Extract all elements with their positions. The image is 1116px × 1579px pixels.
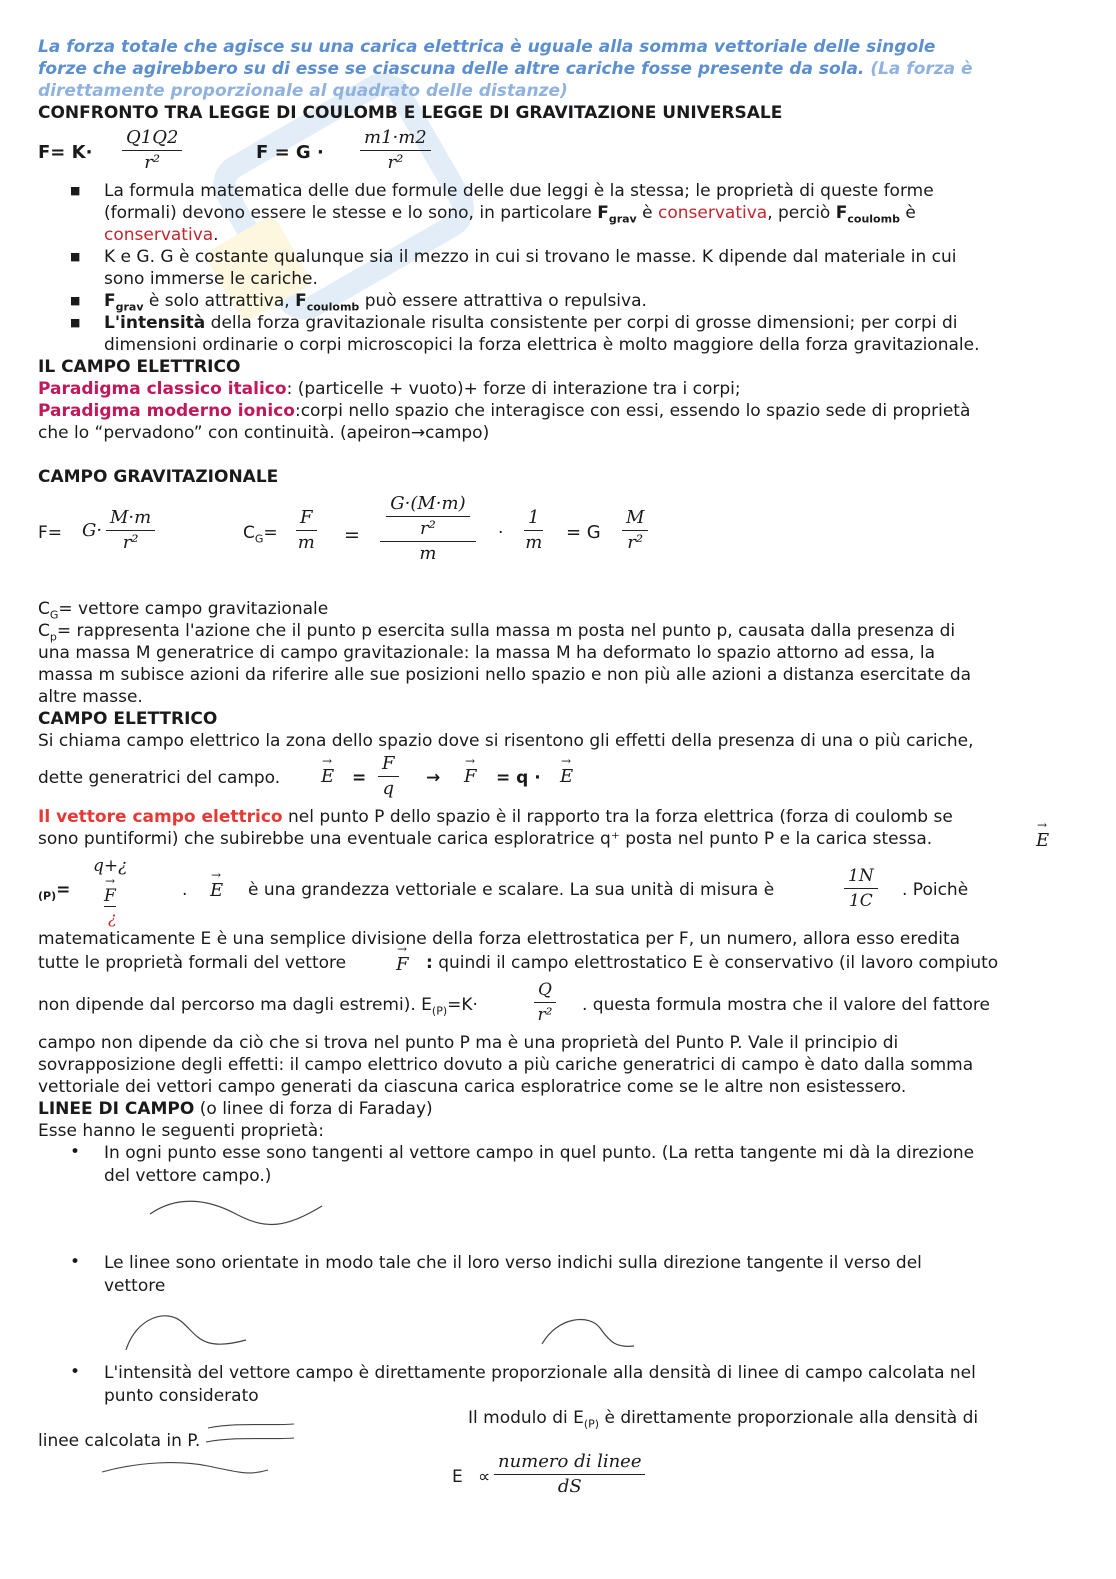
fcoul-letter: F <box>835 203 848 223</box>
sketch-curve-2 <box>122 1304 252 1356</box>
paradigma-line3: che lo “pervadono” con continuità. (apeiron→campo) <box>38 423 490 443</box>
s1-b3-end: può essere attrattiva o repulsiva. <box>359 291 647 311</box>
cg-frac3-num: G·(M·m) <box>386 492 469 517</box>
sketch-curve-1 <box>146 1192 326 1232</box>
ce-v5-rest <box>426 952 998 974</box>
bullet-dot-icon: • <box>70 1362 81 1382</box>
fgrav-symbol <box>597 203 637 226</box>
intensita-bold: L'intensità <box>104 313 206 333</box>
ce-v6 <box>38 994 478 1022</box>
bullet-icon: ■ <box>70 294 81 307</box>
section-title-campo-elettrico-2: CAMPO ELETTRICO <box>38 709 218 729</box>
cg-label <box>243 522 278 550</box>
s1-b3-mid: è solo attrattiva, <box>143 291 296 311</box>
vec-e-2: → E <box>560 766 573 787</box>
ce-v6sub: (P) <box>431 1004 448 1018</box>
bullet-dot-icon: • <box>70 1142 81 1162</box>
paradigma-classico <box>38 378 741 400</box>
prop-den: dS <box>557 1476 582 1497</box>
paradigma-classico-label: Paradigma classico italico <box>38 379 287 399</box>
linee-title-bold: LINEE DI CAMPO <box>38 1099 195 1119</box>
cg-frac3-mid: r² <box>380 517 476 542</box>
ce-frac-num: F <box>378 752 399 777</box>
ep-sub: (P) <box>38 889 57 903</box>
cp-def-3: massa m subisce azioni da riferire alle sue posizioni nello spazio e non più alle azioni a distanza esercitate da <box>38 665 972 685</box>
ce-v6c: . questa formula mostra che il valore del fattore <box>582 995 990 1015</box>
cg-frac4-den: m <box>525 532 543 553</box>
cg-letter: C <box>243 523 255 543</box>
fcoul-sub: coulomb <box>847 212 900 226</box>
paradigma-moderno-label: Paradigma moderno ionico <box>38 401 295 421</box>
cg-frac2-den: m <box>297 532 315 553</box>
modulo-sub: (P) <box>583 1417 600 1431</box>
cg-frac-3 <box>380 492 476 566</box>
cg-frac-2 <box>296 506 317 555</box>
fgrav-letter: F <box>597 203 609 223</box>
cg-g-dot: G· <box>82 520 103 541</box>
section-title-confronto: CONFRONTO TRA LEGGE DI COULOMB E LEGGE DI GRAVITAZIONE UNIVERSALE <box>38 103 783 123</box>
vec-e-4: → E <box>210 880 223 901</box>
ce-line-2 <box>38 767 280 789</box>
conservativa-1: conservativa <box>658 203 768 223</box>
s1-e: è <box>636 203 659 223</box>
ce-v4: matematicamente E è una semplice divisione della forza elettrostatica per F, un numero, allora esso eredita <box>38 929 961 949</box>
s1-bullet4-line2: dimensioni ordinarie o corpi microscopici la forza elettrica è molto maggiore della forza gravitazionale. <box>104 335 980 355</box>
linee-b2-line1: Le linee sono orientate in modo tale che il loro verso indichi sulla direzione tangente il verso del <box>104 1253 922 1273</box>
ce-v5a: tutte le proprietà formali del vettore <box>38 953 347 973</box>
linee-b1-line1: In ogni punto esse sono tangenti al vettore campo in quel punto. (La retta tangente mi dà la direzione <box>104 1143 975 1163</box>
coulomb-fraction <box>122 126 182 175</box>
vec-f-1: → F <box>464 766 477 787</box>
ce-v8: sovrapposizione degli effetti: il campo elettrico dovuto a più cariche generatrici di campo è dato dalla somma <box>38 1055 974 1075</box>
cg-frac1-den: r² <box>122 532 139 553</box>
cg-d1-pre: C <box>38 599 50 619</box>
ce-arrow: → <box>426 768 441 788</box>
ce-v6b: =K· <box>447 995 478 1015</box>
intro-line-1: La forza totale che agisce su una carica elettrica è uguale alla somma vettoriale delle singole <box>38 37 936 57</box>
cg-eq-g: = G <box>566 522 601 543</box>
sketch-curve-3 <box>538 1304 638 1354</box>
ce-frac-den: q <box>382 778 395 799</box>
cp-def-2: una massa M generatrice di campo gravitazionale: la massa M ha deformato lo spazio attorno ad essa, la <box>38 643 935 663</box>
bullet-dot-icon: • <box>70 1252 81 1272</box>
vec-e-1: → E <box>321 766 334 787</box>
ce-poiche: . Poichè <box>902 880 969 900</box>
cg-frac-4 <box>524 506 543 555</box>
unit-den: 1C <box>848 891 873 911</box>
ep-eq: = <box>56 880 71 900</box>
section-title-linee <box>38 1098 433 1120</box>
s1-bullet1-line1: La formula matematica delle due formule delle due leggi è la stessa; le proprietà di queste forme <box>104 181 934 201</box>
gravity-fraction <box>360 126 431 175</box>
s1-bullet1-line2 <box>104 202 916 230</box>
ce-v7: campo non dipende da ciò che si trova nel punto P ma è una proprietà del Punto P. Vale il principio di <box>38 1033 899 1053</box>
k-frac <box>534 978 556 1027</box>
cg-sub: G <box>254 532 264 546</box>
ce-v3: è una grandezza vettoriale e scalare. La sua unità di misura è <box>248 880 775 900</box>
vec-e-3: → E <box>1036 830 1049 851</box>
s1-percio: , perciò <box>767 203 836 223</box>
ce-vettore-line2: sono puntiformi) che subirebbe una eventuale carica esploratrice q⁺ posta nel punto P e la carica stessa. <box>38 829 933 849</box>
cg-d1-text: = vettore campo gravitazionale <box>58 599 329 619</box>
ce-l2-text: dette generatrici del campo. <box>38 768 281 788</box>
unit-num: 1N <box>844 864 878 889</box>
bullet-icon: ■ <box>70 250 81 263</box>
k-den: r² <box>537 1005 553 1025</box>
s1-period: . <box>213 225 219 245</box>
vettore-campo-label: Il vettore campo elettrico <box>38 807 283 827</box>
coulomb-den: r² <box>144 152 161 173</box>
s1-bullet2-line1: K e G. G è costante qualunque sia il mezzo in cui si trovano le masse. K dipende dal materiale in cui <box>104 247 957 267</box>
ce-line-1: Si chiama campo elettrico la zona dello spazio dove si risentono gli effetti della presenza di una o più cariche, <box>38 731 974 751</box>
cg-eq-2: = <box>344 524 360 546</box>
ce-v5c: quindi il campo elettrostatico E è conservativo (il lavoro compiuto <box>432 953 999 973</box>
coulomb-formula-left: F= K· <box>38 142 93 163</box>
conservativa-2: conservativa <box>104 225 214 245</box>
cg-f-left: F= <box>38 523 63 543</box>
gravity-num: m1·m2 <box>360 126 431 151</box>
cg-dot: · <box>498 523 504 543</box>
sketch-field-lines <box>98 1416 298 1486</box>
cp-def-4: altre masse. <box>38 687 143 707</box>
linee-intro: Esse hanno le seguenti proprietà: <box>38 1121 324 1141</box>
s1-bullet2-line2: sono immerse le cariche. <box>104 269 318 289</box>
ce-eq-q: = q · <box>496 768 541 788</box>
bullet-icon: ■ <box>70 316 81 329</box>
section-title-campo-gravitazionale: CAMPO GRAVITAZIONALE <box>38 467 279 487</box>
prop-e: E <box>452 1467 463 1487</box>
cg-frac3-den: m <box>419 543 437 564</box>
cg-eq: = <box>263 523 278 543</box>
fcoul-symbol-2: $F_{coulomb}$ <box>295 291 360 314</box>
section-title-campo-elettrico: IL CAMPO ELETTRICO <box>38 357 241 377</box>
s1-bullet4-line1 <box>104 312 957 334</box>
cg-d1-sub: G <box>49 608 59 622</box>
ce-v1: nel punto P dello spazio è il rapporto tra la forza elettrica (forza di coulomb se <box>282 807 953 827</box>
cg-frac1-num: M·m <box>106 506 155 531</box>
s1-bullet1-line3 <box>104 224 219 246</box>
vec-f-3: → F <box>396 954 409 975</box>
prop-symbol: ∝ <box>478 1467 491 1487</box>
ce-v6a: non dipende dal percorso ma dagli estremi). E <box>38 995 432 1015</box>
s1-b1-pre: (formali) devono essere le stesse e lo sono, in particolare <box>104 203 598 223</box>
ce-eq: = <box>352 768 367 788</box>
bullet-icon: ■ <box>70 184 81 197</box>
cg-frac-1 <box>106 506 155 555</box>
linee-b1-line2: del vettore campo.) <box>104 1166 272 1186</box>
gravity-formula-left: F = G · <box>256 142 324 163</box>
cg-frac5-den: r² <box>627 532 644 553</box>
modulo-a: Il modulo di E <box>468 1408 584 1428</box>
modulo-b: è direttamente proporzionale alla densità di <box>599 1408 979 1428</box>
paradigma-moderno <box>38 400 970 422</box>
ce-qplus <box>93 856 127 876</box>
cp-pre: C <box>38 621 50 641</box>
cg-frac2-num: F <box>296 506 317 531</box>
cg-frac5-num: M <box>622 506 648 531</box>
s1-b4a: della forza gravitazionale risulta consistente per corpi di grosse dimensioni; per corpi di <box>205 313 958 333</box>
ce-ep-label <box>38 879 70 907</box>
ce-dot-sep: . <box>182 880 188 900</box>
ce-v9: vettoriale dei vettori campo generati da ciascuna carica esploratrice come se le altre non esistessero. <box>38 1077 907 1097</box>
gravity-den: r² <box>387 152 404 173</box>
fgrav-symbol-2: $F_{grav}$ <box>104 291 144 314</box>
modulo-line <box>468 1407 978 1435</box>
k-num: Q <box>534 978 556 1003</box>
intro-note: direttamente proporzionale al quadrato delle distanze) <box>38 81 568 101</box>
vec-f-2: → F <box>104 886 116 907</box>
fcoul-symbol <box>835 203 900 226</box>
cg-frac4-num: 1 <box>524 506 543 531</box>
unit-frac <box>844 864 878 913</box>
paradigma-classico-text: : (particelle + vuoto)+ forze di interazione tra i corpi; <box>286 379 741 399</box>
cp-sub: p <box>49 630 57 644</box>
ce-v5b: : <box>426 953 433 973</box>
ce-inv: ¿ <box>108 908 117 927</box>
cg-frac-5 <box>622 506 648 555</box>
linee-b2-line2: vettore <box>104 1276 166 1296</box>
prop-num: numero di linee <box>494 1450 645 1475</box>
linee-b3-line2: punto considerato <box>104 1386 259 1406</box>
coulomb-num: Q1Q2 <box>122 126 182 151</box>
linee-title-rest: (o linee di forza di Faraday) <box>194 1099 433 1119</box>
prop-frac <box>494 1450 645 1499</box>
fgrav-sub: grav <box>608 212 637 226</box>
intro-line-2: forze che agirebbero su di esse se ciascuna delle altre cariche fosse presente da sola. (La forza è <box>38 59 973 79</box>
qplus-text: q+¿ <box>93 856 128 876</box>
ce-frac-fq <box>378 752 399 801</box>
linee-b3-line1: L'intensità del vettore campo è direttamente proporzionale alla densità di linee di campo calcolata nel <box>104 1363 976 1383</box>
modulo-line-2: linee calcolata in P. <box>38 1431 201 1451</box>
s1-e2: è <box>899 203 916 223</box>
cp-text: = rappresenta l'azione che il punto p esercita sulla massa m posta nel punto p, causata dalla presenza di <box>56 621 956 641</box>
paradigma-moderno-text: :corpi nello spazio che interagisce con essi, essendo lo spazio sede di proprietà <box>294 401 971 421</box>
ce-vettore-line1 <box>38 806 953 828</box>
